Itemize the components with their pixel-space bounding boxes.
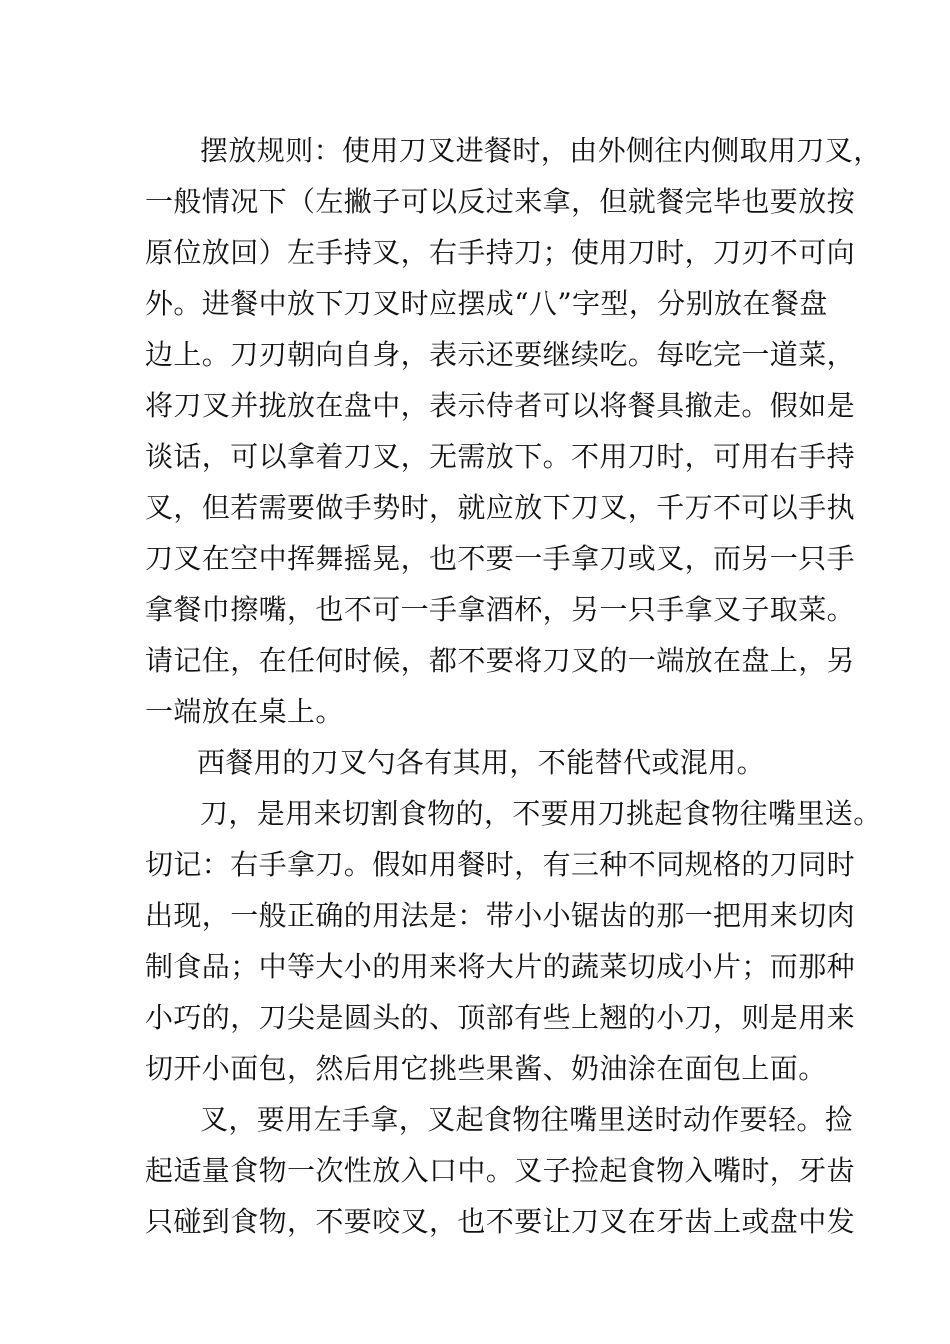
paragraph-line: 刀，是用来切割食物的，不要用刀挑起食物往嘴里送。 [200,797,882,830]
paragraph-line: 边上。刀刃朝向自身，表示还要继续吃。每吃完一道菜， [145,338,856,371]
paragraph-line: 一般情况下（左撇子可以反过来拿，但就餐完毕也要放按 [145,185,856,218]
paragraph-line: 切开小面包，然后用它挑些果酱、奶油涂在面包上面。 [145,1052,827,1085]
paragraph-line: 只碰到食物，不要咬叉，也不要让刀叉在牙齿上或盘中发 [145,1205,856,1238]
paragraph-line: 外。进餐中放下刀叉时应摆成“八”字型，分别放在餐盘 [145,287,828,320]
paragraph-line: 切记：右手拿刀。假如用餐时，有三种不同规格的刀同时 [145,848,856,881]
paragraph-line: 叉，要用左手拿，叉起食物往嘴里送时动作要轻。捡 [200,1103,854,1136]
paragraph-line: 原位放回）左手持叉，右手持刀；使用刀时，刀刃不可向 [145,236,856,269]
paragraph-line: 制食品；中等大小的用来将大片的蔬菜切成小片；而那种 [145,950,856,983]
paragraph-line: 小巧的，刀尖是圆头的、顶部有些上翘的小刀，则是用来 [145,1001,856,1034]
paragraph-line: 出现，一般正确的用法是：带小小锯齿的那一把用来切肉 [145,899,856,932]
paragraph-line: 叉，但若需要做手势时，就应放下刀叉，千万不可以手执 [145,491,856,524]
paragraph-line: 西餐用的刀叉勺各有其用，不能替代或混用。 [197,746,766,779]
paragraph-line: 一端放在桌上。 [145,695,344,728]
paragraph-line: 摆放规则：使用刀叉进餐时，由外侧往内侧取用刀叉， [200,134,882,167]
paragraph-line: 起适量食物一次性放入口中。叉子捡起食物入嘴时，牙齿 [145,1154,856,1187]
paragraph-line: 刀叉在空中挥舞摇晃，也不要一手拿刀或叉，而另一只手 [145,542,856,575]
paragraph-line: 谈话，可以拿着刀叉，无需放下。不用刀时，可用右手持 [145,440,856,473]
paragraph-line: 拿餐巾擦嘴，也不可一手拿酒杯，另一只手拿叉子取菜。 [145,593,856,626]
paragraph-line: 将刀叉并拢放在盘中，表示侍者可以将餐具撤走。假如是 [145,389,856,422]
paragraph-line: 请记住，在任何时候，都不要将刀叉的一端放在盘上，另 [145,644,856,677]
